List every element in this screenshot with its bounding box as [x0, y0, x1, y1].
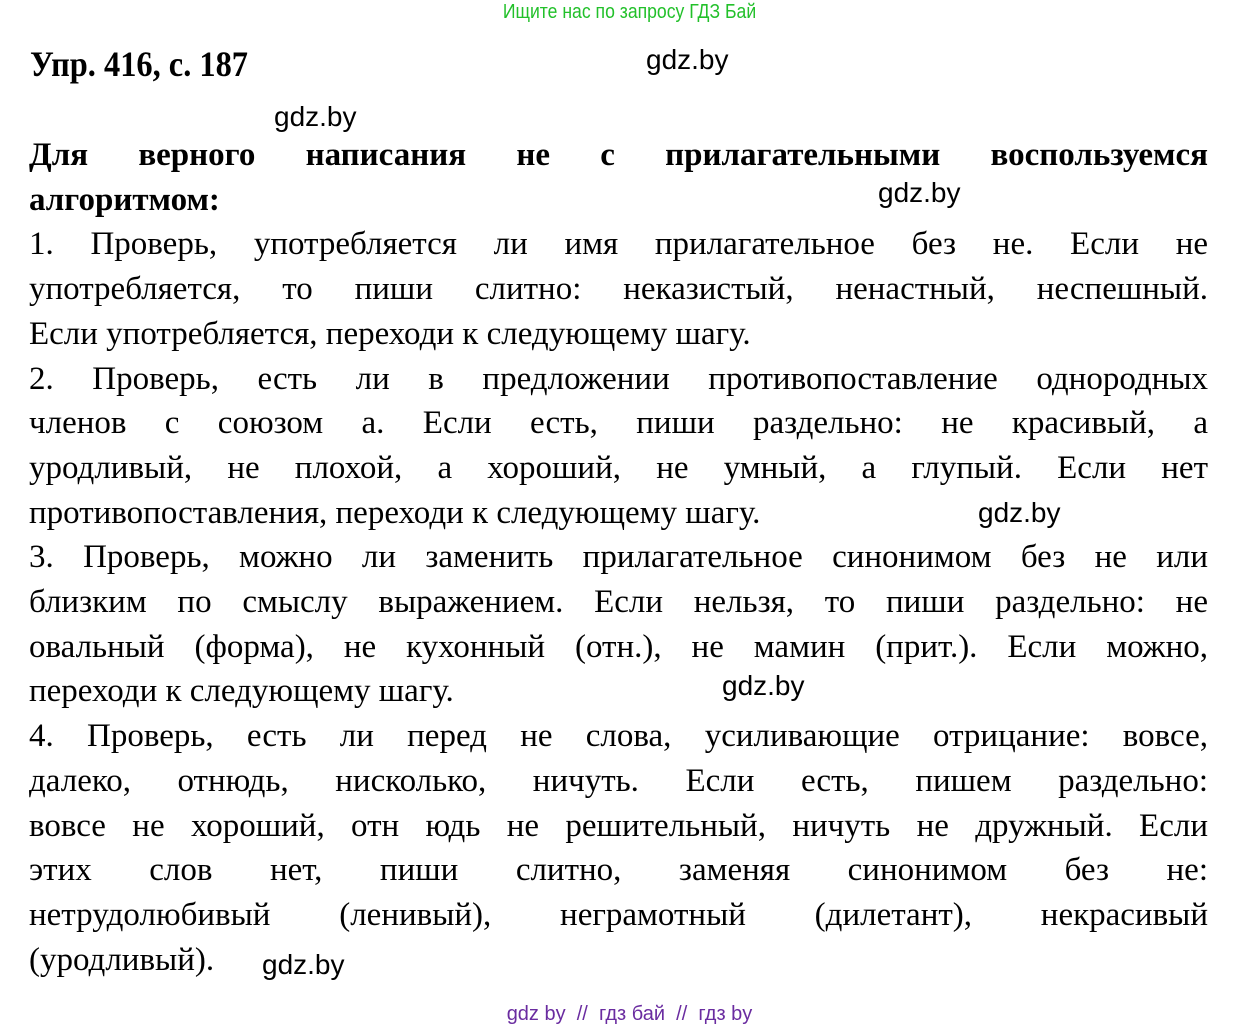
heading-line: алгоритмом: — [29, 181, 220, 218]
watermark: gdz.by — [274, 101, 357, 132]
text-line: нетрудолюбивый (ленивый), неграмотный (дилетант), некрасивый — [29, 896, 1208, 933]
text-line: 3. Проверь, можно ли заменить прилагательное синонимом без не или — [29, 539, 1208, 576]
text-line: близким по смыслу выражением. Если нельзя, то пиши раздельно: не — [29, 584, 1208, 621]
algorithm-heading — [29, 133, 1208, 222]
step-3 — [29, 535, 1208, 714]
watermark: gdz.by — [978, 497, 1061, 528]
watermark: gdz.by — [722, 670, 805, 701]
text-line: противопоставления, переходи к следующему шагу. — [29, 494, 761, 531]
document-body — [29, 133, 1208, 982]
step-1 — [29, 222, 1208, 356]
text-line: употребляется, то пиши слитно: неказистый, ненастный, неспешный. — [29, 271, 1208, 308]
step-4 — [29, 714, 1208, 982]
text-line: Если употребляется, переходи к следующему шагу. — [29, 315, 751, 352]
text-line: членов с союзом а. Если есть, пиши раздельно: не красивый, а — [29, 405, 1208, 442]
text-line: уродливый, не плохой, а хороший, не умный, а глупый. Если нет — [29, 449, 1208, 486]
text-line: 1. Проверь, употребляется ли имя прилагательное без не. Если не — [29, 226, 1208, 263]
heading-line: Для верного написания не с прилагательными воспользуемся — [29, 137, 1208, 173]
text-line: вовсе не хороший, отн юдь не решительный, ничуть не дружный. Если — [29, 807, 1208, 844]
footer-links: gdz by // гдз бай // гдз by — [506, 1003, 753, 1025]
search-hint-banner: Ищите нас по запросу ГДЗ Бай — [502, 1, 757, 23]
text-line: переходи к следующему шагу. — [29, 673, 454, 710]
exercise-title: Упр. 416, с. 187 — [30, 44, 248, 84]
text-line: овальный (форма), не кухонный (отн.), не мамин (прит.). Если можно, — [29, 628, 1208, 665]
text-line: 4. Проверь, есть ли перед не слова, усиливающие отрицание: вовсе, — [29, 718, 1208, 755]
text-line: далеко, отнюдь, нисколько, ничуть. Если есть, пишем раздельно: — [29, 762, 1208, 799]
watermark: gdz.by — [646, 44, 729, 75]
text-line: (уродливый). — [29, 941, 215, 978]
text-line: 2. Проверь, есть ли в предложении противопоставление однородных — [29, 360, 1208, 397]
watermark: gdz.by — [262, 949, 345, 980]
watermark: gdz.by — [878, 177, 961, 208]
text-line: этих слов нет, пиши слитно, заменяя синонимом без не: — [29, 852, 1208, 889]
